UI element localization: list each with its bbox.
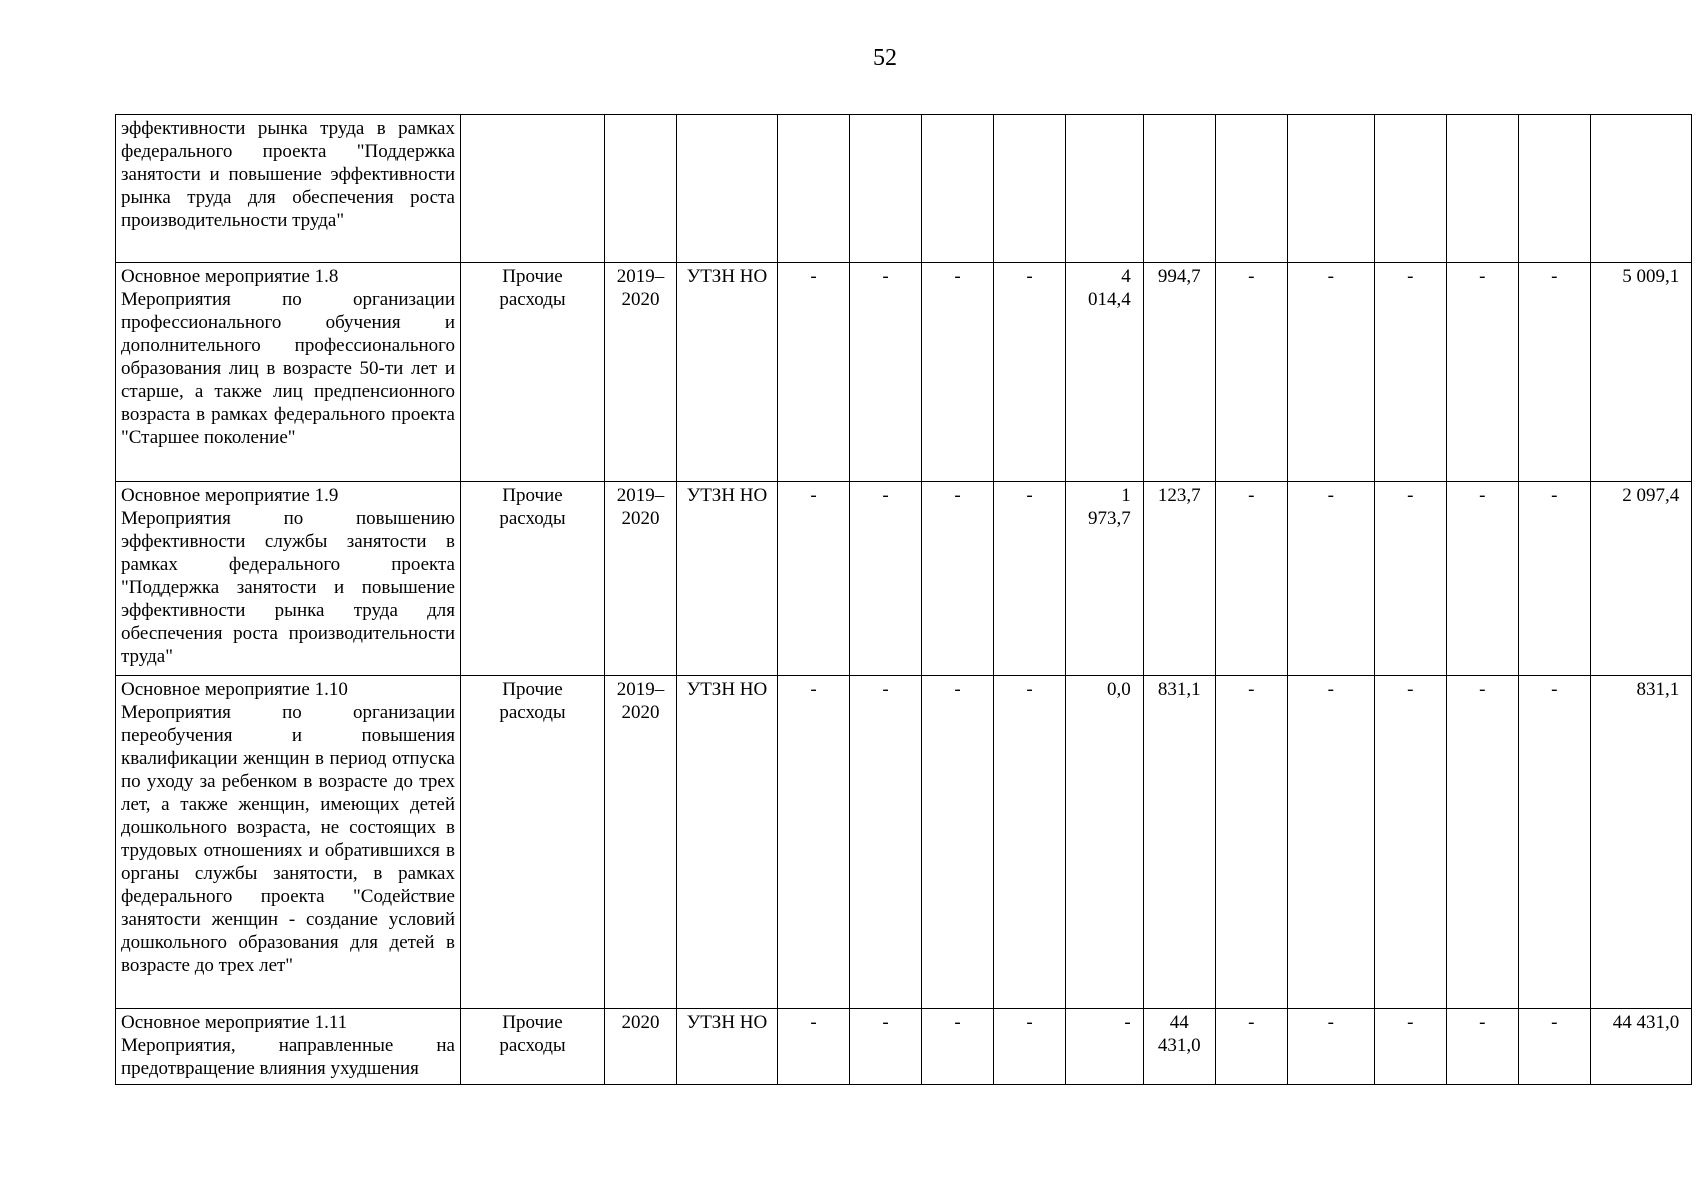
value-cell: - xyxy=(850,1009,922,1085)
value-cell xyxy=(1446,115,1518,263)
value-cell: - xyxy=(1446,482,1518,676)
value-cell: - xyxy=(994,482,1066,676)
value-cell: - xyxy=(994,1009,1066,1085)
funding-source-cell: Прочие расходы xyxy=(461,263,605,482)
value-cell: - xyxy=(1215,1009,1287,1085)
activity-title: Основное мероприятие 1.8 xyxy=(121,266,339,287)
value-cell xyxy=(922,115,994,263)
value-cell: - xyxy=(1446,263,1518,482)
value-cell: - xyxy=(778,482,850,676)
funding-source-cell: Прочие расходы xyxy=(461,1009,605,1085)
value-cell: 44 431,0 xyxy=(1143,1009,1215,1085)
value-cell: 831,1 xyxy=(1590,676,1692,1009)
value-cell: - xyxy=(850,676,922,1009)
value-cell: 4 014,4 xyxy=(1066,263,1144,482)
value-cell: - xyxy=(1518,676,1590,1009)
value-cell: - xyxy=(1287,482,1374,676)
value-cell: - xyxy=(1518,263,1590,482)
value-cell: - xyxy=(1374,676,1446,1009)
funding-source-cell xyxy=(461,115,605,263)
value-cell: - xyxy=(1066,1009,1144,1085)
value-cell: - xyxy=(1374,1009,1446,1085)
value-cell: 1 973,7 xyxy=(1066,482,1144,676)
value-cell xyxy=(1215,115,1287,263)
value-cell xyxy=(1590,115,1692,263)
value-cell: 123,7 xyxy=(1143,482,1215,676)
executor-cell: УТЗН НО xyxy=(677,482,778,676)
table-row xyxy=(116,115,1692,263)
table-row xyxy=(116,482,1692,676)
value-cell: - xyxy=(1518,1009,1590,1085)
activity-title: Основное мероприятие 1.10 xyxy=(121,679,348,700)
table-row xyxy=(116,263,1692,482)
activity-description-cell xyxy=(116,263,461,482)
executor-cell xyxy=(677,115,778,263)
value-cell: - xyxy=(1215,482,1287,676)
value-cell: 44 431,0 xyxy=(1590,1009,1692,1085)
period-cell xyxy=(605,115,677,263)
value-cell: - xyxy=(922,1009,994,1085)
table-row xyxy=(116,676,1692,1009)
value-cell: - xyxy=(922,263,994,482)
executor-cell: УТЗН НО xyxy=(677,1009,778,1085)
value-cell: - xyxy=(850,482,922,676)
value-cell: - xyxy=(1374,263,1446,482)
activity-text: эффективности рынка труда в рамках федерального проекта "Поддержка занятости и повышение эффективности рынка труда для обеспечения роста производительности труда" xyxy=(121,118,455,231)
activity-text: Мероприятия по организации переобучения и повышения квалификации женщин в период отпуска по уходу за ребенком в возрасте до трех лет, а также женщин, имеющих детей дошкольного возраста, не состоящих в трудовых отношениях и обратившихся в органы службы занятости, в рамках федерального проекта "Содействие занятости женщин - создание условий дошкольного образования для детей в возрасте до трех лет" xyxy=(121,702,455,976)
page-number: 52 xyxy=(873,45,897,71)
value-cell: - xyxy=(1446,1009,1518,1085)
value-cell xyxy=(1518,115,1590,263)
value-cell xyxy=(1066,115,1144,263)
value-cell: - xyxy=(1518,482,1590,676)
value-cell: - xyxy=(778,1009,850,1085)
value-cell: - xyxy=(1287,263,1374,482)
value-cell xyxy=(1287,115,1374,263)
value-cell: - xyxy=(1287,676,1374,1009)
executor-cell: УТЗН НО xyxy=(677,676,778,1009)
activity-text: Мероприятия по организации профессионального обучения и дополнительного профессионального образования лиц в возрасте 50-ти лет и старше, а также лиц предпенсионного возраста в рамках федерального проекта "Старшее поколение" xyxy=(121,289,455,448)
value-cell: - xyxy=(1374,482,1446,676)
activity-description-cell xyxy=(116,676,461,1009)
value-cell: - xyxy=(1446,676,1518,1009)
table-row xyxy=(116,1009,1692,1085)
value-cell xyxy=(1143,115,1215,263)
period-cell: 2019–2020 xyxy=(605,676,677,1009)
funding-source-cell: Прочие расходы xyxy=(461,676,605,1009)
value-cell: - xyxy=(922,676,994,1009)
value-cell: - xyxy=(1215,263,1287,482)
value-cell: 0,0 xyxy=(1066,676,1144,1009)
period-cell: 2019–2020 xyxy=(605,263,677,482)
value-cell: - xyxy=(778,676,850,1009)
budget-table xyxy=(115,114,1692,1085)
value-cell: 5 009,1 xyxy=(1590,263,1692,482)
activity-description-cell xyxy=(116,482,461,676)
value-cell xyxy=(778,115,850,263)
activity-title: Основное мероприятие 1.9 xyxy=(121,485,339,506)
value-cell: - xyxy=(1215,676,1287,1009)
funding-source-cell: Прочие расходы xyxy=(461,482,605,676)
period-cell: 2020 xyxy=(605,1009,677,1085)
period-cell: 2019–2020 xyxy=(605,482,677,676)
value-cell: - xyxy=(994,263,1066,482)
activity-description-cell xyxy=(116,1009,461,1085)
value-cell xyxy=(850,115,922,263)
value-cell xyxy=(994,115,1066,263)
value-cell: - xyxy=(922,482,994,676)
value-cell: - xyxy=(850,263,922,482)
executor-cell: УТЗН НО xyxy=(677,263,778,482)
activity-text: Мероприятия по повышению эффективности службы занятости в рамках федерального проекта "Поддержка занятости и повышение эффективности рынка труда для обеспечения роста производительности труда" xyxy=(121,508,455,667)
value-cell: - xyxy=(778,263,850,482)
value-cell: 831,1 xyxy=(1143,676,1215,1009)
activity-description-cell xyxy=(116,115,461,263)
activity-text: Мероприятия, направленные на предотвращение влияния ухудшения xyxy=(121,1035,455,1079)
value-cell: - xyxy=(994,676,1066,1009)
activity-title: Основное мероприятие 1.11 xyxy=(121,1012,348,1033)
value-cell: 994,7 xyxy=(1143,263,1215,482)
value-cell: 2 097,4 xyxy=(1590,482,1692,676)
value-cell xyxy=(1374,115,1446,263)
value-cell: - xyxy=(1287,1009,1374,1085)
